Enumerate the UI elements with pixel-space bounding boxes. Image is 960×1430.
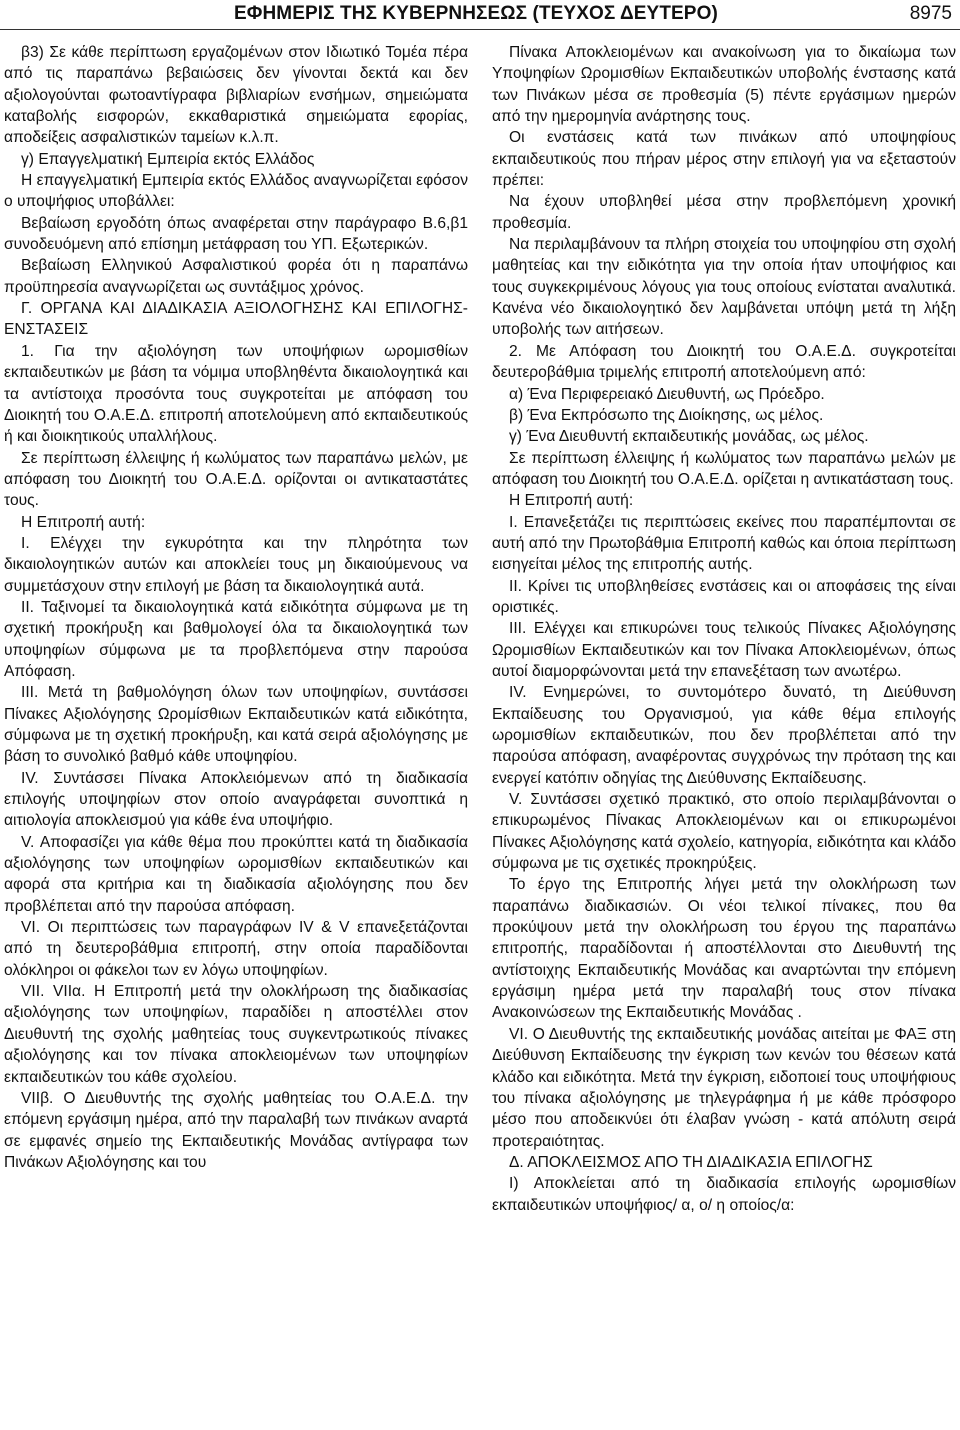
section-heading: Γ. ΟΡΓΑΝΑ ΚΑΙ ΔΙΑΔΙΚΑΣΙΑ ΑΞΙΟΛΟΓΗΣΗΣ ΚΑΙ ΕΠΙΛΟΓΗΣ-ΕΝΣΤΑΣΕΙΣ [4, 300, 468, 339]
list-item: ΙΙ. Ταξινομεί τα δικαιολογητικά κατά ειδικότητα σύμφωνα με τη σχετική προκήρυξη και βαθμολογεί όλα τα δικαιολογητικά των υποψηφίων σύμφωνα με τα προβλεπόμενα στην παρούσα Απόφαση. [4, 598, 468, 680]
list-item: β) Ένα Εκπρόσωπο της Διοίκησης, ως μέλος. [509, 406, 824, 424]
page-number: 8975 [909, 3, 952, 24]
paragraph: 1. Για την αξιολόγηση των υποψήφιων ωρομισθίων εκπαιδευτικών με βάση τα νόμιμα υποβληθέντα δικαιολογητικά και τα αντίστοιχα προσόντα τους συγκροτείται με απόφαση του Διοικητή του Ο.Α.Ε.Δ. επιτροπή αποτελούμενη από εκπαιδευτικούς ή και διοικητικούς υπαλλήλους. [4, 342, 468, 446]
paragraph: Πίνακα Αποκλειομένων και ανακοίνωση για το δικαίωμα των Υποψηφίων Ωρομισθίων Εκπαιδευτικών υποβολής ένστασης κατά των Πινάκων μέσα σε προθεσμία (5) πέντε εργάσιμων ημερών από την ημερομηνία ανάρτησης τους. [492, 44, 956, 126]
section-heading: Δ. ΑΠΟΚΛΕΙΣΜΟΣ ΑΠΟ ΤΗ ΔΙΑΔΙΚΑΣΙΑ ΕΠΙΛΟΓΗΣ [509, 1153, 873, 1171]
list-item: α) Ένα Περιφερειακό Διευθυντή, ως Πρόεδρο. [509, 385, 825, 403]
list-item: V. Αποφασίζει για κάθε θέμα που προκύπτει κατά τη διαδικασία αξιολόγησης των υποψηφίων ωρομισθίων εκπαιδευτικών και αφορά στα κριτήρια και τη διαδικασία αξιολόγησης που δεν προβλέπεται από την παρούσα απόφαση. [4, 833, 468, 915]
list-item: VIIβ. Ο Διευθυντής της σχολής μαθητείας του Ο.Α.Ε.Δ. την επόμενη εργάσιμη ημέρα, από την παραλαβή των πινάκων αναρτά σε εμφανές σημείο της Εκπαιδευτικής Μονάδας αντίγραφα των Πινάκων Αξιολόγησης και του [4, 1089, 468, 1171]
paragraph: Σε περίπτωση έλλειψης ή κωλύματος των παραπάνω μελών με απόφαση του Διοικητή του Ο.Α.Ε.Δ. ορίζεται η αντικατάσταση τους. [492, 449, 956, 488]
header-divider [0, 29, 960, 30]
list-item: Ι. Επανεξετάζει τις περιπτώσεις εκείνες που παραπέμπονται σε αυτή από την Πρωτοβάθμια Επιτροπή καθώς και όποια περίπτωση εισηγείται μέλος της επιτροπής αυτής. [492, 513, 956, 574]
list-item: IV. Ενημερώνει, το συντομότερο δυνατό, τη Διεύθυνση Εκπαίδευσης του Οργανισμού, για κάθε θέμα επιλογής ωρομισθίων εκπαιδευτικών, που δεν προβλέπεται από την παρούσα απόφαση, αναφέροντας συγχρόνως την πρόταση της και ενεργεί κατόπιν οδηγίας της Διεύθυνσης Εκπαίδευσης. [492, 684, 956, 787]
paragraph: Να έχουν υποβληθεί μέσα στην προβλεπόμενη χρονική προθεσμία. [492, 193, 956, 232]
paragraph: 2. Με Απόφαση του Διοικητή του Ο.Α.Ε.Δ. συγκροτείται δευτεροβάθμια τριμελής επιτροπή αποτελούμενη από: [492, 342, 956, 382]
list-item: VI. Οι περιπτώσεις των παραγράφων IV & V επανεξετάζονται από τη δευτεροβάθμια επιτροπή, στην οποία παραδίδονται ολόκληροι οι φάκελοι των εν λόγω υποψηφίων. [4, 919, 468, 979]
paragraph: Το έργο της Επιτροπής λήγει μετά την ολοκλήρωση των παραπάνω διαδικασιών. Οι νέοι τελικοί πίνακες, που θα προκύψουν μετά την ολοκλήρωση του έργου της παραπάνω επιτροπής, παραδίδονται ή αποστέλλονται στο Διευθυντή της αντίστοιχης Εκπαιδευτικής Μονάδας και αναρτώνται την επόμενη εργάσιμη ημέρα μετά την παραλαβή τους στον πίνακα Ανακοινώσεων της Εκπαιδευτικής Μονάδας . [492, 876, 956, 1022]
paragraph: Βεβαίωση εργοδότη όπως αναφέρεται στην παράγραφο Β.6,β1 συνοδευόμενη από επίσημη μετάφραση του ΥΠ. Εξωτερικών. [4, 214, 468, 254]
page-header [0, 0, 960, 30]
paragraph: Βεβαίωση Ελληνικού Ασφαλιστικού φορέα ότι η παραπάνω προϋπηρεσία αναγνωρίζεται ως συντάξιμος χρόνος. [4, 257, 468, 296]
list-item: ΙΙΙ. Ελέγχει και επικυρώνει τους τελικούς Πίνακες Αξιολόγησης Ωρομισθίων Εκπαιδευτικών και τον Πίνακα Αποκλειομένων, όπως αυτοί διαμορφώνονται μετά την επανεξέταση των ανωτέρω. [492, 620, 956, 680]
list-item: ΙΙ. Κρίνει τις υποβληθείσες ενστάσεις και οι αποφάσεις της είναι οριστικές. [492, 577, 956, 616]
section-subheading: γ) Επαγγελματική Εμπειρία εκτός Ελλάδος [21, 150, 315, 168]
paragraph: Η Επιτροπή αυτή: [21, 513, 146, 531]
publication-title: ΕΦΗΜΕΡΙΣ ΤΗΣ ΚΥΒΕΡΝΗΣΕΩΣ (ΤΕΥΧΟΣ ΔΕΥΤΕΡΟ) [234, 3, 718, 24]
list-item: Ι. Ελέγχει την εγκυρότητα και την πληρότητα των δικαιολογητικών αυτών και αποκλείει τους μη δικαιούμενους να συμμετάσχουν στην επιλογή με βάση τα δικαιολογητικά αυτά. [4, 534, 468, 595]
left-column [4, 42, 468, 1173]
list-item: ΙΙΙ. Μετά τη βαθμολόγηση όλων των υποψηφίων, συντάσσει Πίνακες Αξιολόγησης Ωρομίσθιων Εκπαιδευτικών κατά ειδικότητα, σύμφωνα με τη σχετική προκήρυξη, και κατά σειρά αξιολόγησης με βάση το συνολικό βαθμό κάθε υποψηφίου. [4, 684, 468, 766]
paragraph: Η Επιτροπή αυτή: [509, 492, 634, 510]
paragraph: Ι) Αποκλείεται από τη διαδικασία επιλογής ωρομισθίων εκπαιδευτικών υποψήφιος/ α, ο/ η οποίος/α: [492, 1175, 956, 1214]
list-item: γ) Ένα Διευθυντή εκπαιδευτικής μονάδας, ως μέλος. [509, 428, 869, 446]
paragraph: β3) Σε κάθε περίπτωση εργαζομένων στον Ιδιωτικό Τομέα πέρα από τις παραπάνω βεβαιώσεις δεν γίνονται δεκτά και δεν αξιολογούνται φωτοαντίγραφα βιβλιαρίων ενσήμων, σημειώματα καταβολής εισφορών, εκκαθαριστικά σημειώματα εφορίας, αποδείξεις ασφαλιστικών ταμείων κ.λ.π. [4, 44, 468, 147]
list-item: VI. Ο Διευθυντής της εκπαιδευτικής μονάδας αιτείται με ΦΑΞ στη Διεύθυνση Εκπαίδευσης την έγκριση των κενών του θέσεων κατά κλάδο και ειδικότητα. Μετά την έγκριση, ειδοποιεί τους υποψήφιους του πίνακα αξιολόγησης με τηλεγράφημα ή με κάθε πρόσφορο μέσο που αποδεικνύει ότι έλαβαν γνώση - κατά απόλυτη σειρά προτεραιότητας. [492, 1025, 956, 1150]
list-item: VII. VIIα. Η Επιτροπή μετά την ολοκλήρωση της διαδικασίας αξιολόγησης των υποψηφίων, παραδίδει η αποστέλλει στον Διευθυντή της σχολής μαθητείας τους συγκεντρωτικούς πίνακες αξιολόγησης και τον πίνακα αποκλειομένων των υποψηφίων εκπαιδευτικών του κάθε σχολείου. [4, 983, 468, 1086]
paragraph: Σε περίπτωση έλλειψης ή κωλύματος των παραπάνω μελών, με απόφαση του Διοικητή του Ο.Α.Ε.Δ. ορίζονται οι αντικαταστάτες τους. [4, 449, 468, 510]
list-item: IV. Συντάσσει Πίνακα Αποκλειόμενων από τη διαδικασία επιλογής υποψηφίων στον οποίο αναγράφεται συνοπτικά η αιτιολογία αποκλεισμού για κάθε ένα υποψήφιο. [4, 769, 468, 830]
paragraph: Οι ενστάσεις κατά των πινάκων από υποψηφίους εκπαιδευτικούς που πήραν μέρος στην επιλογή για να εξεταστούν πρέπει: [492, 129, 956, 190]
paragraph: Η επαγγελματική Εμπειρία εκτός Ελλάδος αναγνωρίζεται εφόσον ο υποψήφιος υποβάλλει: [4, 172, 468, 211]
paragraph: Να περιλαμβάνουν τα πλήρη στοιχεία του υποψηφίου στη σχολή μαθητείας και την ειδικότητα για την οποία ήταν υποψήφιος και τους συγκεκριμένους λόγους για τους οποίους ενίσταται αναλυτικά. Κανένα νέο δικαιολογητικό δεν λαμβάνεται υπόψη μετά τη λήξη υποβολής των αιτήσεων. [492, 236, 956, 339]
right-column [492, 42, 956, 1216]
list-item: V. Συντάσσει σχετικό πρακτικό, στο οποίο περιλαμβάνονται ο επικυρωμένος Πίνακας Αποκλειομένων και οι επικυρωμένοι Πίνακες Αξιολόγησης κατά σχολείο, κατηγορία, ειδικότητα και κλάδο σύμφωνα με τις σχετικές προκηρύξεις. [492, 791, 956, 873]
